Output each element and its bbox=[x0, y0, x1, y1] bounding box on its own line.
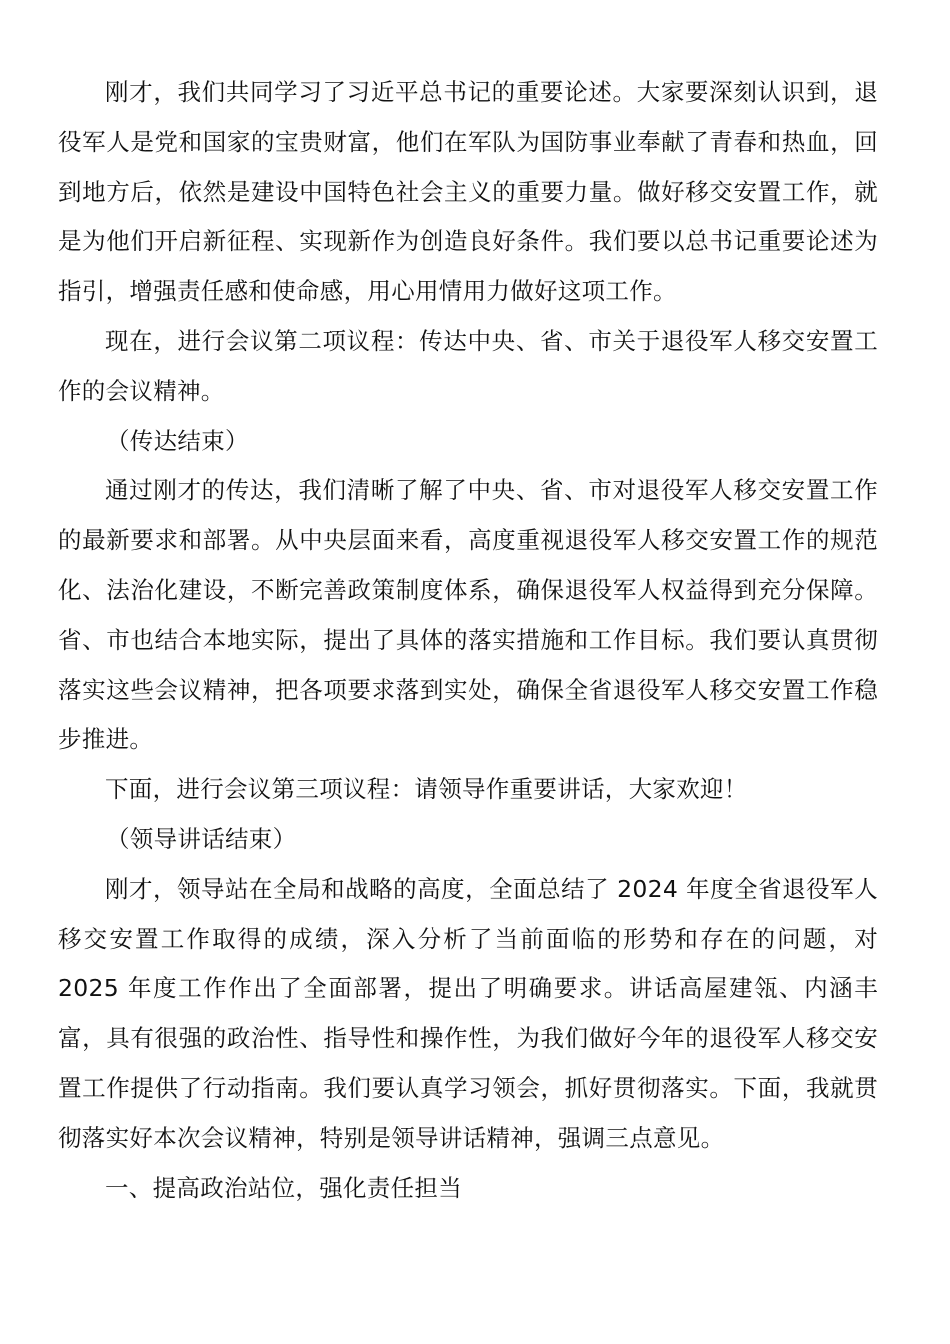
section-heading-one: 一、提高政治站位，强化责任担当 bbox=[105, 1173, 462, 1202]
paragraph-speech-summary: 刚才，领导站在全局和战略的高度，全面总结了 2024 年度全省退役军人移交安置工作取得的成绩，深入分析了当前面临的形势和存在的问题，对 2025 年度工作作出了全面部署，提出了明确要求。讲话高屋建瓴、内涵丰富，具有很强的政治性、指导性和操作性，为我们做好今年的退役军人移交安置工作提供了行动指南。我们要认真学习领会，抓好贯彻落实。下面，我就贯彻落实好本次会议精神，特别是领导讲话精神，强调三点意见。 bbox=[58, 874, 878, 1152]
paragraph-relay-summary: 通过刚才的传达，我们清晰了解了中央、省、市对退役军人移交安置工作的最新要求和部署。从中央层面来看，高度重视退役军人移交安置工作的规范化、法治化建设，不断完善政策制度体系，确保退役军人权益得到充分保障。省、市也结合本地实际，提出了具体的落实措施和工作目标。我们要认真贯彻落实这些会议精神，把各项要求落到实处，确保全省退役军人移交安置工作稳步推进。 bbox=[58, 476, 878, 754]
note-leader-speech-ended: （领导讲话结束） bbox=[106, 824, 297, 853]
paragraph-study-remarks: 刚才，我们共同学习了习近平总书记的重要论述。大家要深刻认识到，退役军人是党和国家的宝贵财富，他们在军队为国防事业奉献了青春和热血，回到地方后，依然是建设中国特色社会主义的重要力量。做好移交安置工作，就是为他们开启新征程、实现新作为创造良好条件。我们要以总书记重要论述为指引，增强责任感和使命感，用心用情用力做好这项工作。 bbox=[58, 78, 878, 306]
paragraph-agenda-item-two: 现在，进行会议第二项议程：传达中央、省、市关于退役军人移交安置工作的会议精神。 bbox=[58, 326, 878, 405]
document-body bbox=[58, 68, 878, 1213]
paragraph-agenda-item-three: 下面，进行会议第三项议程：请领导作重要讲话，大家欢迎！ bbox=[105, 775, 748, 804]
note-relay-ended: （传达结束） bbox=[106, 426, 249, 455]
